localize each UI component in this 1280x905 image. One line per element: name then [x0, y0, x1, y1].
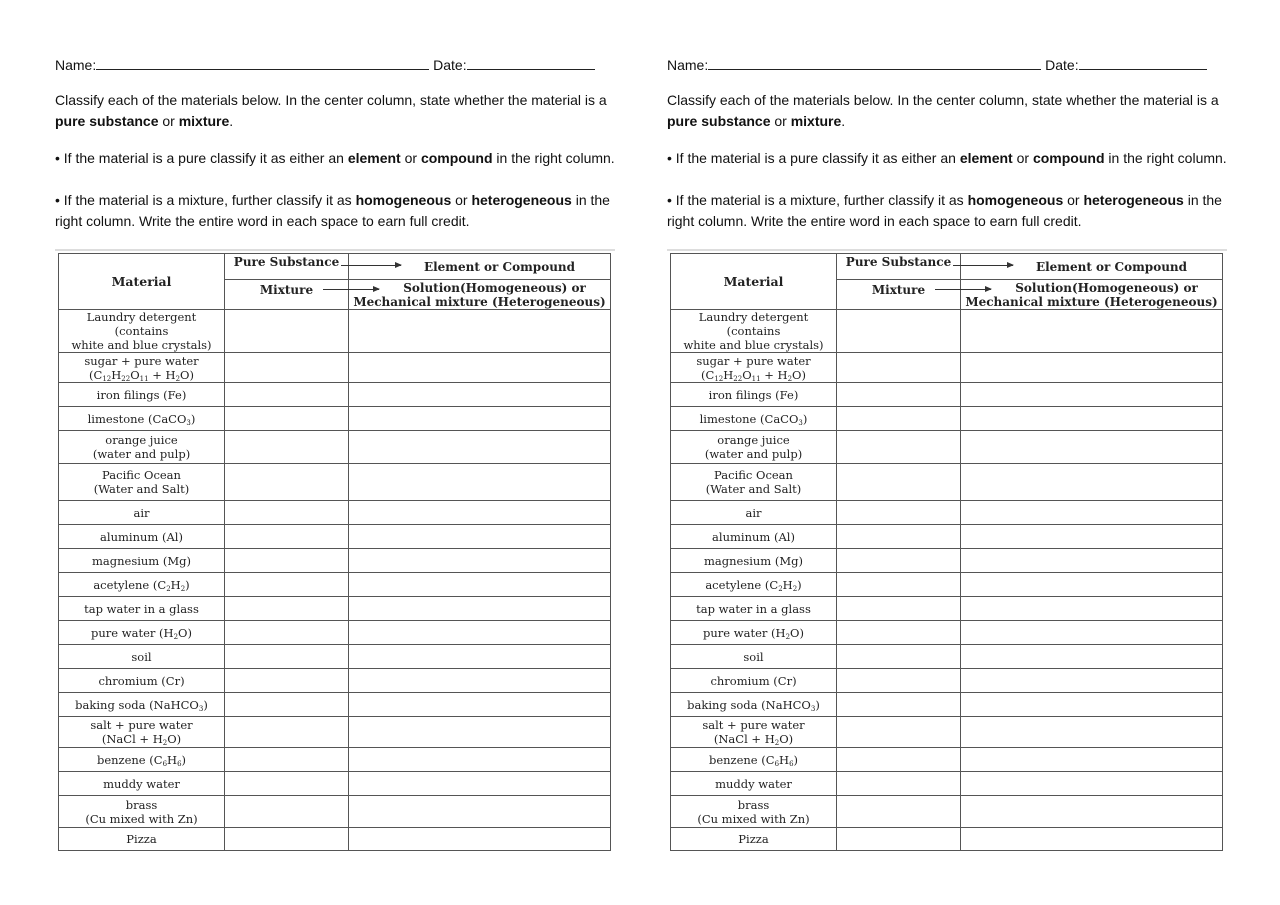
material-name: orange juice	[105, 433, 178, 447]
classification-answer-cell[interactable]	[961, 353, 1223, 383]
classification-answer-cell[interactable]	[961, 431, 1223, 464]
header-mixture: Mixture	[225, 280, 349, 310]
table-row	[671, 383, 1223, 407]
table-row	[59, 549, 611, 573]
header-material: Material	[671, 254, 837, 310]
table-row	[59, 693, 611, 717]
classification-answer-cell[interactable]	[349, 525, 611, 549]
pure-or-mixture-answer-cell[interactable]	[225, 621, 349, 645]
material-name: salt + pure water	[90, 718, 193, 732]
material-cell	[59, 383, 225, 407]
table-row	[59, 828, 611, 851]
pure-or-mixture-answer-cell[interactable]	[837, 645, 961, 669]
material-cell	[671, 573, 837, 597]
material-name: acetylene $(C_2H_2)$	[93, 577, 190, 593]
material-cell	[671, 645, 837, 669]
material-name: orange juice	[717, 433, 790, 447]
material-detail: (water and pulp)	[92, 447, 191, 461]
classification-answer-cell[interactable]	[349, 407, 611, 431]
material-name: Pizza	[126, 832, 157, 846]
material-name: Laundry detergent (contains	[698, 310, 809, 338]
classification-answer-cell[interactable]	[349, 717, 611, 748]
pure-or-mixture-answer-cell[interactable]	[837, 621, 961, 645]
material-cell	[671, 353, 837, 383]
classification-answer-cell[interactable]	[349, 353, 611, 383]
classification-answer-cell[interactable]	[961, 383, 1223, 407]
instruction-paragraph-3: • If the material is a mixture, further classify it as homogeneous or heterogeneous in the right column. Write the entire word in each space to earn full credit.	[667, 192, 1222, 229]
material-cell	[59, 407, 225, 431]
classification-table-container	[667, 249, 1227, 846]
pure-or-mixture-answer-cell[interactable]	[837, 693, 961, 717]
table-row	[59, 796, 611, 828]
classification-answer-cell[interactable]	[961, 828, 1223, 851]
table-row	[671, 464, 1223, 501]
material-cell	[671, 464, 837, 501]
classification-answer-cell[interactable]	[961, 717, 1223, 748]
table-row	[671, 549, 1223, 573]
material-name: magnesium (Mg)	[91, 553, 192, 568]
table-row	[59, 621, 611, 645]
pure-or-mixture-answer-cell[interactable]	[837, 353, 961, 383]
classification-answer-cell[interactable]	[961, 597, 1223, 621]
table-row	[59, 748, 611, 772]
date-blank[interactable]	[467, 56, 595, 70]
table-row	[671, 501, 1223, 525]
table-row	[59, 597, 611, 621]
material-cell	[671, 772, 837, 796]
pure-or-mixture-answer-cell[interactable]	[225, 383, 349, 407]
material-name: sugar + pure water	[696, 353, 811, 368]
material-name: aluminum (Al)	[712, 529, 795, 544]
classification-answer-cell[interactable]	[961, 407, 1223, 431]
classification-answer-cell[interactable]	[961, 796, 1223, 828]
material-name: tap water in a glass	[696, 601, 811, 616]
arrow-right-icon	[323, 289, 379, 290]
pure-or-mixture-answer-cell[interactable]	[225, 573, 349, 597]
material-cell	[671, 828, 837, 851]
date-label: Date:	[433, 57, 467, 73]
arrow-right-icon	[953, 265, 1013, 266]
material-name: brass	[125, 797, 158, 812]
table-row	[671, 772, 1223, 796]
pure-or-mixture-answer-cell[interactable]	[837, 549, 961, 573]
table-row	[59, 310, 611, 353]
material-cell	[59, 549, 225, 573]
material-name: baking soda (NaHCO$_3$)	[75, 697, 208, 713]
material-name: iron filings (Fe)	[708, 387, 799, 402]
pure-or-mixture-answer-cell[interactable]	[225, 748, 349, 772]
material-detail: (NaCl + $H_2O$)	[101, 732, 182, 747]
material-name: chromium (Cr)	[710, 673, 797, 688]
classification-table-container	[55, 249, 615, 846]
arrow-right-icon	[341, 265, 401, 266]
name-label: Name:	[55, 57, 97, 73]
classification-answer-cell[interactable]	[961, 669, 1223, 693]
pure-or-mixture-answer-cell[interactable]	[837, 597, 961, 621]
pure-or-mixture-answer-cell[interactable]	[225, 645, 349, 669]
material-cell	[671, 407, 837, 431]
material-name: Pacific Ocean	[714, 468, 793, 482]
material-cell	[671, 621, 837, 645]
material-name: pure water $(H_2O)$	[703, 625, 804, 641]
header-element-compound: Element or Compound	[961, 254, 1223, 280]
instruction-paragraph-1: Classify each of the materials below. In the center column, state whether the material is a pure substance or mixture.	[55, 92, 607, 129]
material-cell	[59, 669, 225, 693]
pure-or-mixture-answer-cell[interactable]	[225, 549, 349, 573]
name-date-line	[667, 56, 1227, 73]
classification-answer-cell[interactable]	[961, 693, 1223, 717]
material-cell	[59, 464, 225, 501]
name-label: Name:	[667, 57, 709, 73]
classification-answer-cell[interactable]	[349, 310, 611, 353]
pure-or-mixture-answer-cell[interactable]	[837, 573, 961, 597]
pure-or-mixture-answer-cell[interactable]	[225, 501, 349, 525]
material-cell	[671, 549, 837, 573]
material-name: air	[745, 505, 762, 520]
table-body	[59, 310, 611, 851]
arrow-right-icon	[935, 289, 991, 290]
pure-or-mixture-answer-cell[interactable]	[225, 525, 349, 549]
material-cell	[59, 573, 225, 597]
material-detail: $(C_{12}H_{22}O_{11} + H_2O)$	[89, 367, 194, 383]
pure-or-mixture-answer-cell[interactable]	[225, 310, 349, 353]
pure-or-mixture-answer-cell[interactable]	[837, 310, 961, 353]
table-row	[671, 310, 1223, 353]
material-cell	[59, 501, 225, 525]
material-cell	[59, 525, 225, 549]
material-cell	[59, 353, 225, 383]
header-material: Material	[59, 254, 225, 310]
material-cell	[59, 310, 225, 353]
table-row	[59, 501, 611, 525]
table-row	[671, 717, 1223, 748]
header-solution-mixture: Solution(Homogeneous) or Mechanical mixture (Heterogeneous)	[961, 280, 1223, 310]
material-name: sugar + pure water	[84, 353, 199, 368]
classification-table	[58, 253, 611, 851]
material-detail: $(C_{12}H_{22}O_{11} + H_2O)$	[701, 367, 806, 383]
table-row	[59, 353, 611, 383]
material-name: tap water in a glass	[84, 601, 199, 616]
material-name: salt + pure water	[702, 718, 805, 732]
classification-answer-cell[interactable]	[349, 431, 611, 464]
table-row	[671, 669, 1223, 693]
material-cell	[671, 310, 837, 353]
material-name: soil	[743, 649, 764, 664]
classification-answer-cell[interactable]	[961, 621, 1223, 645]
classification-answer-cell[interactable]	[349, 645, 611, 669]
material-cell	[59, 748, 225, 772]
classification-answer-cell[interactable]	[349, 748, 611, 772]
header-element-compound: Element or Compound	[349, 254, 611, 280]
table-row	[671, 645, 1223, 669]
material-cell	[671, 525, 837, 549]
pure-or-mixture-answer-cell[interactable]	[837, 501, 961, 525]
pure-or-mixture-answer-cell[interactable]	[837, 772, 961, 796]
table-row	[671, 828, 1223, 851]
material-name: pure water $(H_2O)$	[91, 625, 192, 641]
material-detail: (Water and Salt)	[93, 482, 190, 496]
pure-or-mixture-answer-cell[interactable]	[837, 796, 961, 828]
header-solution-mixture: Solution(Homogeneous) or Mechanical mixture (Heterogeneous)	[349, 280, 611, 310]
material-detail: (water and pulp)	[704, 447, 803, 461]
pure-or-mixture-answer-cell[interactable]	[837, 748, 961, 772]
pure-or-mixture-answer-cell[interactable]	[837, 828, 961, 851]
material-detail: (Water and Salt)	[705, 482, 802, 496]
instruction-paragraph-2: • If the material is a pure classify it as either an element or compound in the right column.	[667, 150, 1227, 166]
material-name: magnesium (Mg)	[703, 553, 804, 568]
classification-answer-cell[interactable]	[961, 549, 1223, 573]
pure-or-mixture-answer-cell[interactable]	[225, 669, 349, 693]
pure-or-mixture-answer-cell[interactable]	[225, 693, 349, 717]
material-name: iron filings (Fe)	[96, 387, 187, 402]
classification-answer-cell[interactable]	[349, 501, 611, 525]
pure-or-mixture-answer-cell[interactable]	[225, 772, 349, 796]
material-cell	[59, 693, 225, 717]
name-blank[interactable]	[96, 56, 429, 70]
material-name: soil	[131, 649, 152, 664]
classification-answer-cell[interactable]	[961, 748, 1223, 772]
material-name: benzene $(C_6H_6)$	[96, 752, 187, 768]
classification-answer-cell[interactable]	[961, 464, 1223, 501]
classification-answer-cell[interactable]	[961, 310, 1223, 353]
material-name: acetylene $(C_2H_2)$	[705, 577, 802, 593]
material-name: limestone (CaCO$_3$)	[87, 411, 196, 427]
classification-answer-cell[interactable]	[961, 645, 1223, 669]
material-cell	[671, 431, 837, 464]
header-mixture: Mixture	[837, 280, 961, 310]
table-row	[59, 464, 611, 501]
classification-answer-cell[interactable]	[961, 501, 1223, 525]
classification-answer-cell[interactable]	[349, 573, 611, 597]
material-cell	[671, 693, 837, 717]
instruction-paragraph-2: • If the material is a pure classify it as either an element or compound in the right column.	[55, 150, 615, 166]
material-detail: (Cu mixed with Zn)	[85, 811, 198, 826]
material-name: muddy water	[103, 776, 180, 791]
material-name: muddy water	[715, 776, 792, 791]
table-row	[59, 669, 611, 693]
material-name: limestone (CaCO$_3$)	[699, 411, 808, 427]
classification-answer-cell[interactable]	[349, 669, 611, 693]
classification-answer-cell[interactable]	[961, 772, 1223, 796]
table-row	[671, 597, 1223, 621]
pure-or-mixture-answer-cell[interactable]	[837, 407, 961, 431]
table-row	[59, 645, 611, 669]
table-row	[671, 353, 1223, 383]
material-name: Pizza	[738, 832, 769, 846]
table-row	[671, 525, 1223, 549]
material-detail: (Cu mixed with Zn)	[697, 811, 810, 826]
table-row	[671, 621, 1223, 645]
material-cell	[59, 772, 225, 796]
table-row	[671, 573, 1223, 597]
material-cell	[671, 717, 837, 748]
pure-or-mixture-answer-cell[interactable]	[837, 431, 961, 464]
table-row	[671, 693, 1223, 717]
pure-or-mixture-answer-cell[interactable]	[225, 464, 349, 501]
pure-or-mixture-answer-cell[interactable]	[837, 525, 961, 549]
material-cell	[59, 597, 225, 621]
header-pure-substance: Pure Substance	[837, 254, 961, 280]
pure-or-mixture-answer-cell[interactable]	[225, 597, 349, 621]
material-detail: (NaCl + $H_2O$)	[713, 732, 794, 747]
table-row	[671, 748, 1223, 772]
material-name: brass	[737, 797, 770, 812]
material-cell	[671, 597, 837, 621]
pure-or-mixture-answer-cell[interactable]	[225, 353, 349, 383]
pure-or-mixture-answer-cell[interactable]	[225, 796, 349, 828]
table-row	[59, 573, 611, 597]
pure-or-mixture-answer-cell[interactable]	[225, 828, 349, 851]
table-row	[671, 431, 1223, 464]
classification-answer-cell[interactable]	[349, 796, 611, 828]
table-row	[59, 525, 611, 549]
material-name: Pacific Ocean	[102, 468, 181, 482]
pure-or-mixture-answer-cell[interactable]	[225, 431, 349, 464]
table-row	[671, 407, 1223, 431]
table-row	[59, 407, 611, 431]
material-cell	[59, 796, 225, 828]
material-name: aluminum (Al)	[100, 529, 183, 544]
classification-answer-cell[interactable]	[349, 772, 611, 796]
classification-answer-cell[interactable]	[349, 597, 611, 621]
classification-answer-cell[interactable]	[349, 828, 611, 851]
material-name: Laundry detergent (contains	[86, 310, 197, 338]
classification-answer-cell[interactable]	[349, 464, 611, 501]
table-body	[671, 310, 1223, 851]
table-row	[59, 772, 611, 796]
pure-or-mixture-answer-cell[interactable]	[837, 464, 961, 501]
material-cell	[59, 621, 225, 645]
classification-answer-cell[interactable]	[349, 383, 611, 407]
material-cell	[671, 383, 837, 407]
pure-or-mixture-answer-cell[interactable]	[837, 383, 961, 407]
material-name: baking soda (NaHCO$_3$)	[687, 697, 820, 713]
classification-answer-cell[interactable]	[961, 573, 1223, 597]
material-cell	[59, 645, 225, 669]
pure-or-mixture-answer-cell[interactable]	[225, 717, 349, 748]
classification-answer-cell[interactable]	[961, 525, 1223, 549]
material-detail: white and blue crystals)	[71, 338, 212, 352]
material-cell	[671, 796, 837, 828]
material-cell	[671, 748, 837, 772]
pure-or-mixture-answer-cell[interactable]	[225, 407, 349, 431]
classification-table	[670, 253, 1223, 851]
material-cell	[59, 431, 225, 464]
table-row	[59, 717, 611, 748]
name-blank[interactable]	[708, 56, 1041, 70]
classification-answer-cell[interactable]	[349, 621, 611, 645]
classification-answer-cell[interactable]	[349, 693, 611, 717]
table-row	[59, 431, 611, 464]
material-cell	[671, 669, 837, 693]
material-name: air	[133, 505, 150, 520]
header-pure-substance: Pure Substance	[225, 254, 349, 280]
date-blank[interactable]	[1079, 56, 1207, 70]
material-cell	[59, 828, 225, 851]
material-cell	[59, 717, 225, 748]
table-row	[671, 796, 1223, 828]
date-label: Date:	[1045, 57, 1079, 73]
material-name: benzene $(C_6H_6)$	[708, 752, 799, 768]
instruction-paragraph-1: Classify each of the materials below. In the center column, state whether the material is a pure substance or mixture.	[667, 92, 1219, 129]
name-date-line	[55, 56, 615, 73]
material-cell	[671, 501, 837, 525]
pure-or-mixture-answer-cell[interactable]	[837, 717, 961, 748]
material-name: chromium (Cr)	[98, 673, 185, 688]
material-detail: white and blue crystals)	[683, 338, 824, 352]
instruction-paragraph-3: • If the material is a mixture, further classify it as homogeneous or heterogeneous in the right column. Write the entire word in each space to earn full credit.	[55, 192, 610, 229]
classification-answer-cell[interactable]	[349, 549, 611, 573]
table-row	[59, 383, 611, 407]
pure-or-mixture-answer-cell[interactable]	[837, 669, 961, 693]
